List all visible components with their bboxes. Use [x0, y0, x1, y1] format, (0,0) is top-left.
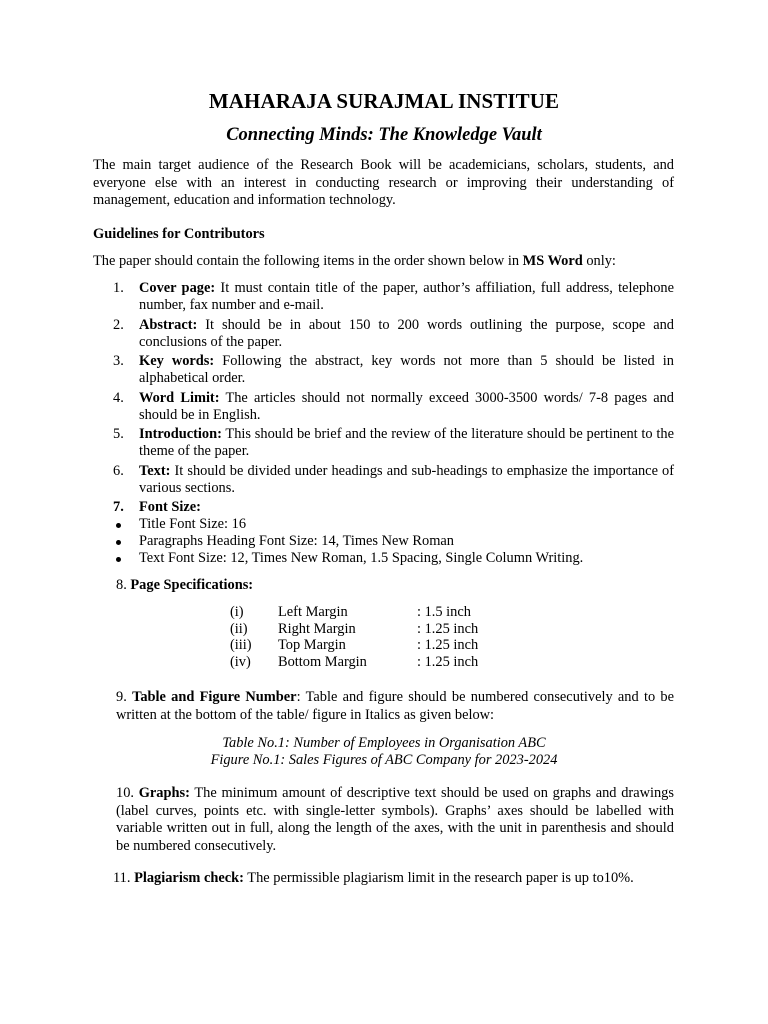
margin-value: : 1.25 inch	[417, 653, 479, 670]
bullet-item	[139, 533, 674, 550]
plagiarism-label: Plagiarism check:	[134, 870, 244, 886]
table-figure-label: Table and Figure Number	[132, 689, 297, 705]
margin-label: Top Margin	[278, 637, 346, 653]
item-number: 2.	[113, 316, 124, 333]
book-subtitle: Connecting Minds: The Knowledge Vault	[226, 125, 542, 145]
margin-value: : 1.5 inch	[417, 604, 471, 620]
table-row	[230, 621, 478, 638]
order-text-bold: MS Word	[522, 253, 583, 269]
table-row	[230, 637, 478, 654]
intro-paragraph: The main target audience of the Research Book will be academicians, scholars, students, and everyone else with an interest in conducting research or improving their understanding of management, education and information technology.	[93, 157, 674, 208]
list-item	[113, 353, 674, 388]
margin-label: Right Margin	[278, 620, 356, 637]
table-row	[230, 654, 478, 671]
item-label: Abstract:	[139, 316, 198, 333]
bullet-item	[139, 516, 674, 533]
order-text-before: The paper should contain the following items in the order shown below in	[93, 253, 523, 269]
guideline-list	[113, 280, 675, 518]
list-item	[113, 426, 674, 461]
item-label: Word Limit:	[139, 389, 220, 406]
list-item	[113, 499, 674, 516]
guidelines-heading: Guidelines for Contributors	[93, 226, 265, 242]
item-number: 1.	[113, 280, 124, 296]
table-caption: Table No.1: Number of Employees in Organisation ABC	[222, 735, 546, 751]
item-label: Introduction:	[139, 426, 222, 442]
graphs-text: The minimum amount of descriptive text should be used on graphs and drawings (label curves, points etc. with single-letter symbols). Graphs’ axes should be labelled with variable written out in full, along the length of the axes, with the unit in parenthesis and should be numbered consecutively.	[116, 785, 674, 854]
institute-title: MAHARAJA SURAJMAL INSTITUE	[208, 89, 560, 113]
bullet-text: Text Font Size: 12, Times New Roman, 1.5 Spacing, Single Column Writing.	[139, 550, 584, 566]
item-label: Text:	[139, 462, 171, 479]
list-item	[113, 316, 674, 352]
margin-roman: (iii)	[230, 637, 252, 653]
bullet-text: Paragraphs Heading Font Size: 14, Times New Roman	[139, 533, 454, 549]
graphs-number: 10.	[116, 785, 139, 801]
item-number: 3.	[113, 353, 124, 369]
page-spec-number: 8.	[116, 577, 131, 593]
item-number: 6.	[113, 462, 124, 479]
bullet-icon	[116, 557, 121, 562]
table-figure-number: 9.	[116, 689, 133, 705]
bullet-icon	[116, 523, 121, 528]
item-label: Cover page:	[139, 280, 216, 296]
figure-caption: Figure No.1: Sales Figures of ABC Company for 2023-2024	[210, 752, 558, 768]
graphs-paragraph	[116, 785, 674, 855]
plagiarism-text: The permissible plagiarism limit in the research paper is up to10%.	[243, 870, 634, 886]
item-text: Following the abstract, key words not more than 5 should be listed in alphabetical order.	[139, 353, 674, 387]
item-number: 5.	[113, 426, 124, 442]
plagiarism-number: 11.	[113, 870, 135, 886]
item-label: Key words:	[139, 353, 215, 369]
caption-examples	[0, 735, 768, 769]
margin-roman: (i)	[230, 604, 244, 620]
margin-label: Left Margin	[278, 604, 348, 620]
table-figure-text: : Table and figure should be numbered consecutively and to be written at the bottom of the table/ figure in Italics as given below:	[116, 689, 674, 723]
table-figure-paragraph	[116, 689, 674, 724]
bullet-item	[139, 550, 674, 567]
list-item	[113, 462, 674, 498]
plagiarism-paragraph	[113, 870, 678, 888]
item-text: The articles should not normally exceed 3000-3500 words/ 7-8 pages and should be in English.	[139, 389, 675, 423]
item-text: It should be in about 150 to 200 words outlining the purpose, scope and conclusions of the paper.	[139, 316, 674, 350]
list-item	[113, 389, 675, 425]
item-text: It must contain title of the paper, author’s affiliation, full address, telephone number, fax number and e-mail.	[139, 280, 675, 314]
bullet-icon	[116, 540, 121, 545]
table-row	[230, 604, 478, 621]
page-spec-heading	[116, 577, 676, 595]
page-spec-label: Page Specifications:	[130, 577, 254, 593]
item-text: It should be divided under headings and sub-headings to emphasize the importance of various sections.	[139, 462, 674, 496]
margin-value: : 1.25 inch	[417, 620, 479, 637]
margin-label: Bottom Margin	[278, 653, 367, 670]
margin-value: : 1.25 inch	[417, 637, 479, 653]
graphs-label: Graphs:	[138, 785, 190, 801]
bullet-text: Title Font Size: 16	[139, 516, 247, 532]
order-paragraph	[93, 253, 674, 271]
item-number: 4.	[113, 389, 124, 406]
margins-table	[230, 604, 478, 670]
order-text-after: only:	[582, 253, 616, 269]
item-number: 7.	[113, 499, 124, 515]
margin-roman: (iv)	[230, 653, 251, 670]
font-size-list	[139, 516, 674, 567]
margin-roman: (ii)	[230, 620, 248, 637]
list-item	[113, 280, 675, 315]
item-label: Font Size:	[139, 499, 201, 515]
item-text: This should be brief and the review of the literature should be pertinent to the theme of the paper.	[139, 426, 674, 460]
